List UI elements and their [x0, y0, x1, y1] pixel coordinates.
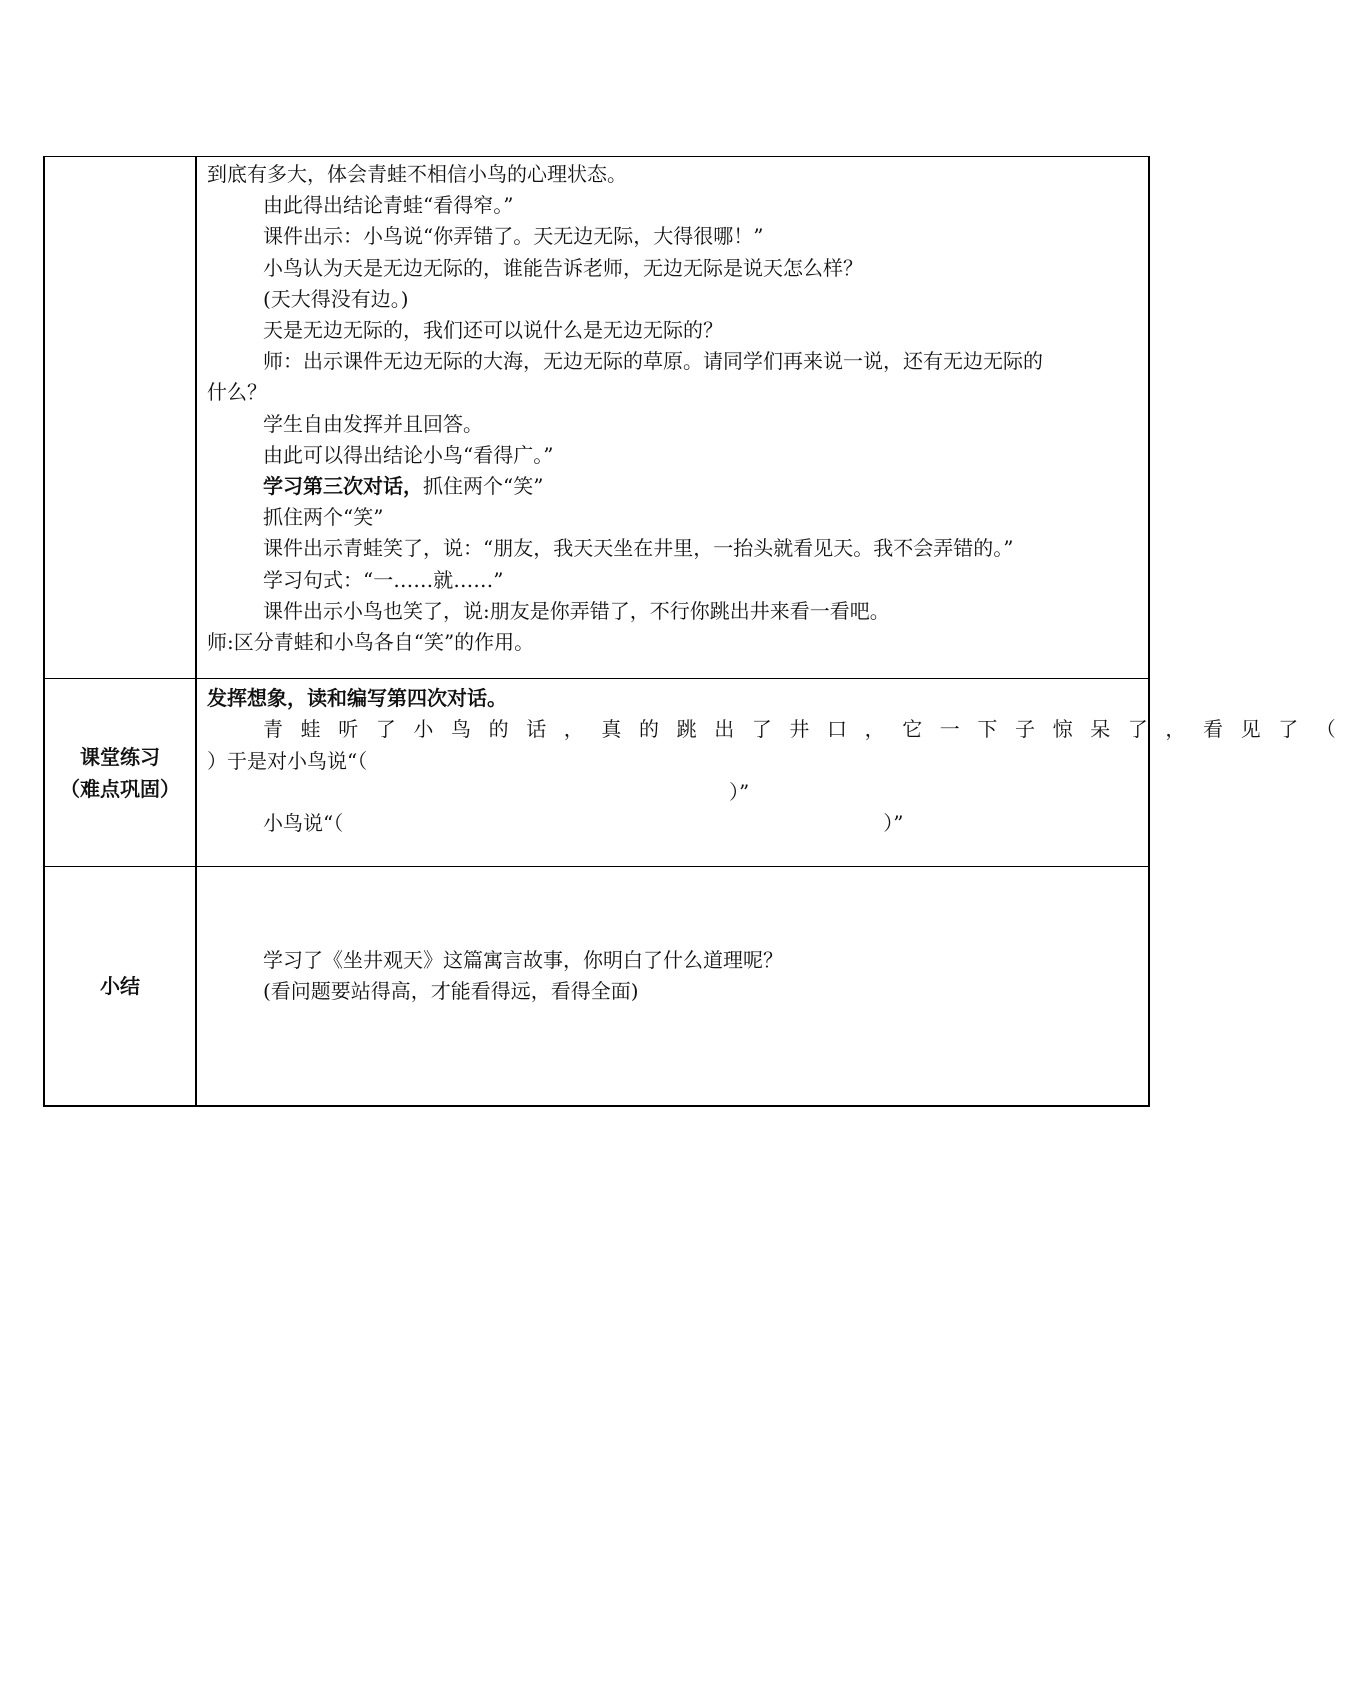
text-line: 师:区分青蛙和小鸟各自“笑”的作用。	[207, 630, 535, 655]
text-line: 课件出示：小鸟说“你弄错了。天无边无际，大得很哪！”	[263, 224, 764, 249]
text-line: 天是无边无际的，我们还可以说什么是无边无际的？	[263, 318, 723, 343]
text-line: 学习了《坐井观天》这篇寓言故事，你明白了什么道理呢？	[263, 948, 783, 973]
text-line: 到底有多大，体会青蛙不相信小鸟的心理状态。	[207, 162, 627, 186]
text-line: 学生自由发挥并且回答。	[263, 411, 483, 436]
fill-blank-line: 青蛙听了小鸟的话，真的跳出了井口，它一下子惊呆了，看见了（	[263, 717, 1354, 742]
text-line: 由此可以得出结论小鸟“看得广。”	[263, 442, 554, 467]
text-line: 师：出示课件无边无际的大海，无边无际的草原。请同学们再来说一说，还有无边无际的	[263, 349, 1043, 374]
table-row-practice	[43, 679, 1354, 867]
text-line: 由此得出结论青蛙“看得窄。”	[263, 193, 514, 218]
row-content	[197, 867, 1148, 1105]
row-label-practice	[45, 679, 197, 866]
row-content	[197, 679, 1363, 866]
text-line: 课件出示青蛙笑了，说：“朋友，我天天坐在井里，一抬头就看见天。我不会弄错的。”	[263, 536, 1014, 561]
lesson-plan-table	[43, 156, 1354, 1107]
fill-blank-line: ）”	[729, 779, 750, 804]
label-line: 小结	[100, 974, 140, 999]
text-line: 课件出示小鸟也笑了，说:朋友是你弄错了，不行你跳出井来看一看吧。	[263, 598, 890, 623]
text-line: (看问题要站得高，才能看得远，看得全面)	[263, 979, 639, 1004]
text-line: 什么？	[207, 380, 267, 405]
bird-says: 小鸟说“（	[263, 811, 344, 836]
text-line: (天大得没有边。)	[263, 286, 409, 311]
fill-blank-line	[207, 808, 1353, 839]
row-label-summary	[45, 867, 197, 1105]
blank-close: ）”	[883, 811, 904, 836]
text-line: 小鸟认为天是无边无际的，谁能告诉老师，无边无际是说天怎么样？	[263, 255, 863, 280]
bold-heading: 学习第三次对话，	[263, 474, 423, 499]
row-label-empty	[45, 157, 197, 678]
label-line: 课堂练习	[80, 744, 160, 769]
section-heading-line	[207, 471, 1138, 502]
fill-blank-line: ）于是对小鸟说“（	[207, 748, 368, 773]
text-line: 抓住两个“笑”	[263, 505, 384, 530]
text-line: 学习句式：“一……就……”	[263, 567, 504, 592]
label-line: （难点巩固）	[60, 776, 180, 801]
task-heading: 发挥想象，读和编写第四次对话。	[207, 686, 507, 711]
table-row-lesson-content	[43, 156, 1150, 679]
table-row-summary	[43, 867, 1150, 1107]
heading-suffix: 抓住两个“笑”	[423, 474, 544, 499]
row-content	[197, 157, 1148, 678]
